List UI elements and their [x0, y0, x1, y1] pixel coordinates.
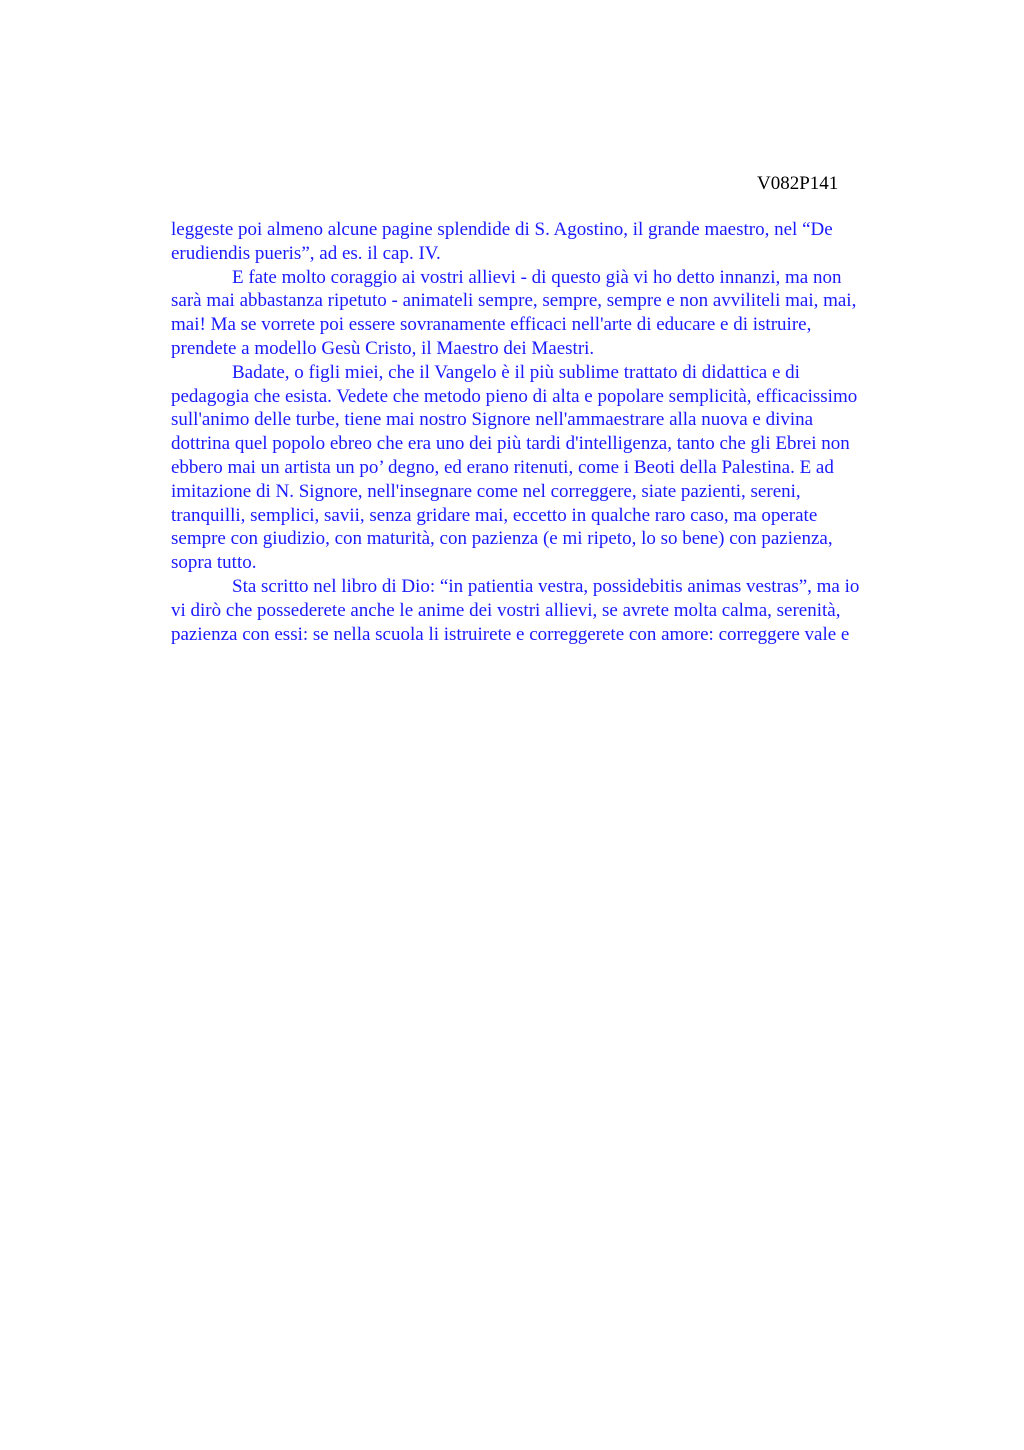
- text-line: E fate molto coraggio ai vostri allievi - di questo già vi ho detto innanzi, ma non: [232, 266, 842, 288]
- text-line: dottrina quel popolo ebreo che era uno dei più tardi d'intelligenza, tanto che gli Ebrei non: [171, 433, 850, 455]
- text-line: sopra tutto.: [171, 552, 257, 574]
- text-line: sempre con giudizio, con maturità, con pazienza (e mi ripeto, lo so bene) con pazienza,: [171, 528, 833, 550]
- text-line: erudiendis pueris”, ad es. il cap. IV.: [171, 242, 441, 264]
- text-line: Sta scritto nel libro di Dio: “in patientia vestra, possidebitis animas vestras”, ma io: [232, 575, 860, 597]
- text-line: pedagogia che esista. Vedete che metodo pieno di alta e popolare semplicità, efficacissimo: [171, 385, 858, 407]
- text-line: tranquilli, semplici, savii, senza gridare mai, eccetto in qualche raro caso, ma operate: [171, 504, 818, 526]
- text-line: mai! Ma se vorrete poi essere sovranamente efficaci nell'arte di educare e di istruire,: [171, 314, 812, 336]
- page-code: V082P141: [757, 173, 839, 194]
- text-line: prendete a modello Gesù Cristo, il Maestro dei Maestri.: [171, 337, 595, 359]
- text-line: sull'animo delle turbe, tiene mai nostro Signore nell'ammaestrare alla nuova e divina: [171, 409, 814, 431]
- text-line: ebbero mai un artista un po’ degno, ed erano ritenuti, come i Beoti della Palestina. E ad: [171, 456, 834, 478]
- text-line: vi dirò che possederete anche le anime dei vostri allievi, se avrete molta calma, serenità,: [171, 599, 841, 621]
- text-line: sarà mai abbastanza ripetuto - animateli sempre, sempre, sempre e non avviliteli mai, mai,: [171, 290, 857, 312]
- text-line: Badate, o figli miei, che il Vangelo è il più sublime trattato di didattica e di: [232, 361, 800, 383]
- body-text: [171, 218, 931, 646]
- text-line: leggeste poi almeno alcune pagine splendide di S. Agostino, il grande maestro, nel “De: [171, 219, 833, 240]
- text-line: imitazione di N. Signore, nell'insegnare come nel correggere, siate pazienti, sereni,: [171, 480, 801, 502]
- text-line: pazienza con essi: se nella scuola li istruirete e correggerete con amore: correggere vale e: [171, 623, 850, 645]
